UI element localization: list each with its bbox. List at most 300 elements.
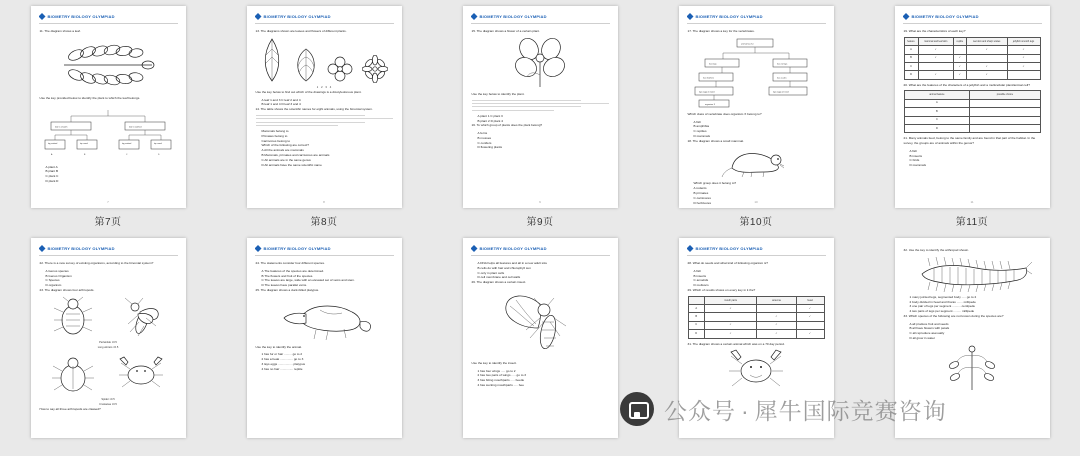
svg-text:has legs: has legs <box>709 63 717 66</box>
cell: ✓ <box>953 54 966 62</box>
vertebrate-key-diagram <box>688 37 825 109</box>
key-lines <box>472 100 609 111</box>
svg-text:A: A <box>51 153 53 156</box>
thumbnail-cell-page15[interactable] <box>648 228 864 456</box>
option-c: C reptiles <box>693 129 707 134</box>
option-a: A DNA helps all features and all in a new adult size <box>477 261 548 265</box>
question-text: The diagram shows a small mammal. <box>692 138 744 143</box>
th-3: head <box>796 296 824 304</box>
logo <box>255 13 331 20</box>
question-number: 13. <box>255 29 260 33</box>
instruction: Which class of vertebrate does organism X belong to? <box>687 111 762 116</box>
logo-text: BIOMETRY BIOLOGY OLYMPIAD <box>695 14 763 19</box>
question-text: The diagram shows a flower of a certain plant. <box>476 29 540 33</box>
option-a: A all produce fruit and seeds <box>909 321 949 326</box>
svg-text:has scales: has scales <box>777 77 787 80</box>
th-1: mouth parts <box>704 296 756 304</box>
page-body <box>472 261 609 426</box>
cell: D <box>904 71 918 79</box>
svg-text:tip round: tip round <box>154 142 162 145</box>
th-0 <box>688 296 704 304</box>
thumbnail-cell-page10[interactable] <box>648 0 864 228</box>
compound-leaf-svg <box>58 37 158 93</box>
vertebrate-key-svg <box>693 37 819 109</box>
question-19 <box>904 29 1041 34</box>
cell: ✓ <box>1007 54 1040 62</box>
key-step-1: 1 has four wings ..... go to 2 <box>477 368 516 373</box>
illustration-leaves-flowers <box>256 37 393 83</box>
tick-icon <box>52 353 94 395</box>
question-16 <box>472 123 609 128</box>
instruction-text: Use the key provided below to identify the plant to which the leaf belongs. <box>39 95 141 100</box>
question-14 <box>256 107 393 112</box>
arthropod-figures-top <box>40 296 177 338</box>
cell: ✓ <box>918 46 953 54</box>
logo <box>255 245 331 252</box>
option-b: B insects <box>909 153 923 158</box>
cell: ✓ <box>796 305 824 313</box>
cell: ✓ <box>757 313 796 321</box>
th-1: possible choice <box>970 91 1040 99</box>
svg-text:has feathers: has feathers <box>703 77 715 80</box>
page-caption-10: 第10页 <box>739 217 773 228</box>
page-body <box>40 261 177 426</box>
document-page-15[interactable] <box>679 238 834 438</box>
question <box>40 29 177 34</box>
thumbnail-cell-page7[interactable] <box>0 0 216 228</box>
rule-line <box>472 106 582 107</box>
table-row <box>904 46 1040 54</box>
page-body <box>688 261 825 426</box>
option-d: D flowering plants <box>477 145 503 150</box>
table-header-row <box>688 296 824 304</box>
option-c: C carnivores <box>693 195 711 200</box>
th-2: reptile <box>953 37 966 45</box>
question-23 <box>40 288 177 293</box>
header-divider <box>903 23 1042 24</box>
question-number: 20. <box>903 82 908 87</box>
cell: ✓ <box>918 71 953 79</box>
table-row <box>904 99 1040 107</box>
cell: ✓ <box>1007 46 1040 54</box>
option-row-1: A leaf 1 and 3 C leaf 2 and 4 <box>261 97 301 102</box>
logo <box>39 245 115 252</box>
illustration-platypus <box>256 296 393 342</box>
option-d: D mammals <box>909 163 927 168</box>
question-text: There is a new survey of existing organisms, according to the binomial system? <box>44 261 154 265</box>
option-4: A All the animals are mammals <box>261 148 304 153</box>
option-b: B Genus Organism <box>45 273 72 278</box>
question-31 <box>688 342 825 347</box>
question-22 <box>40 261 177 266</box>
broad-leaf-icon <box>293 47 319 83</box>
crab-svg <box>728 349 784 393</box>
header-divider <box>255 255 394 256</box>
question-28 <box>688 261 825 266</box>
logo-mark-icon <box>903 13 910 20</box>
cell: D <box>904 124 970 132</box>
question-text: The diagram shows a certain insect. <box>476 280 527 285</box>
question-20 <box>904 83 1041 88</box>
instruction: Use the key below to find out which of the drawings is a dicotyledonous plant. <box>255 89 362 94</box>
header-divider <box>255 23 394 24</box>
table-row <box>688 305 824 313</box>
document-page-8[interactable] <box>247 6 402 208</box>
option-c: C Species <box>45 278 60 283</box>
illustration-mouse <box>688 146 825 178</box>
option-b: B mosses <box>477 135 492 140</box>
logo-mark-icon <box>255 245 262 252</box>
option-row-2: B leaf 1 and 4 D leaf 3 and 4 <box>261 102 301 107</box>
page-caption-9: 第9页 <box>526 217 554 228</box>
question-21 <box>904 136 1041 146</box>
question-text: Which of results shows on every key in it the? <box>692 287 756 292</box>
option-c: C conifers <box>477 140 492 145</box>
question-text: The diagram shows a key for the vertebrates. <box>692 29 755 33</box>
header-divider <box>39 23 178 24</box>
question-text: The diagram shows a duck-billed platypus. <box>260 287 320 292</box>
option-a: A The features of the species are determined. <box>261 268 325 273</box>
question-text: To which group of plants does the plant belong? <box>476 123 543 128</box>
question-number: 33. <box>903 313 908 318</box>
cell: ✓ <box>757 321 796 329</box>
question-number: 14. <box>255 107 260 112</box>
question-text: The diagram shows a certain animal which was on a 70 day period. <box>692 341 785 346</box>
cell: ✓ <box>757 330 796 338</box>
question-text: Use the key to identify the arthropod shown. <box>908 248 970 252</box>
cell <box>796 321 824 329</box>
option-c: C only in plant cells <box>477 270 505 275</box>
option-d: D plant D <box>45 178 59 183</box>
thumbnail-cell-page11[interactable] <box>864 0 1080 228</box>
question-number: 26. <box>471 280 476 285</box>
thumbnail-cell-page13[interactable] <box>216 228 432 456</box>
document-page-12[interactable] <box>31 238 186 438</box>
question-text: The diagrams shown are leaves and flowers of different plants. <box>260 29 347 33</box>
logo-mark-icon <box>39 245 46 252</box>
key-step-1: 1 has fur or hair ......... go to 2 <box>261 352 303 357</box>
logo-text: BIOMETRY BIOLOGY OLYMPIAD <box>695 246 763 251</box>
cell: ✓ <box>796 313 824 321</box>
logo <box>687 13 763 20</box>
thumbnail-cell-page14[interactable] <box>432 228 648 456</box>
cell <box>970 124 1040 132</box>
question-25 <box>256 288 393 293</box>
illustration-crab <box>688 349 825 393</box>
illustration-plant-sprig <box>904 344 1041 392</box>
option-b: B amphibia <box>693 124 709 129</box>
cell: A <box>688 305 704 313</box>
svg-text:C: C <box>126 153 128 156</box>
crab-icon <box>118 355 164 395</box>
page-footer: 9 <box>539 200 541 204</box>
th-2: antenna <box>757 296 796 304</box>
question-instruction <box>40 96 177 101</box>
svg-text:animal has fur: animal has fur <box>741 43 754 46</box>
page-body <box>904 248 1041 426</box>
cell <box>970 99 1040 107</box>
rule-line <box>256 115 366 116</box>
question-number: 18. <box>687 138 692 143</box>
logo-text: BIOMETRY BIOLOGY OLYMPIAD <box>479 246 547 251</box>
key-tree-svg <box>43 104 173 162</box>
svg-text:tip round: tip round <box>80 142 88 145</box>
page-body <box>904 29 1041 196</box>
option-d: D The leaves have parallel veins. <box>261 283 308 288</box>
logo <box>903 13 979 20</box>
question-number: 32. <box>903 248 908 252</box>
question-number: 16. <box>471 123 476 128</box>
figure-label-3: Spider ×0.5 <box>101 397 115 401</box>
question-number: 31. <box>687 341 692 346</box>
page-body <box>256 29 393 196</box>
question-24 <box>256 261 393 266</box>
document-page-10[interactable] <box>679 6 834 208</box>
question-number: 29. <box>687 287 692 292</box>
option-d: D herbivores <box>693 200 712 205</box>
document-page-14[interactable] <box>463 238 618 438</box>
insect-feature-table <box>688 296 825 339</box>
page-footer: 10 <box>754 200 758 204</box>
option-a: A ferns <box>477 131 488 136</box>
question-number: 11. <box>39 29 44 33</box>
page-caption-7: 第7页 <box>94 217 122 228</box>
option-row-1: A plant 1 C plant 3 <box>477 113 503 118</box>
key-step-2: 2 has a beak ............... go to 3 <box>261 357 304 362</box>
logo-text: BIOMETRY BIOLOGY OLYMPIAD <box>263 246 331 251</box>
key-step-3: 3 lays eggs ................. platypus <box>261 362 306 367</box>
option-5: B Mammals, primates and carnivores are animals <box>261 153 330 157</box>
louse-icon <box>52 296 94 338</box>
table-row <box>688 330 824 338</box>
cell: ✓ <box>953 71 966 79</box>
option-0: Mammals belong to <box>261 129 289 134</box>
question-26 <box>472 280 609 285</box>
option-b: B primates <box>693 191 709 196</box>
option-d: D mammals <box>693 133 711 138</box>
figure-label-4: Crustacea ×0.5 <box>99 402 117 406</box>
question-number: 19. <box>903 29 908 33</box>
cell <box>970 116 1040 124</box>
cell: C <box>688 321 704 329</box>
cell: ✓ <box>953 62 966 70</box>
option-label: Which group does it belong to? <box>693 181 737 186</box>
svg-text:leaf is toothed: leaf is toothed <box>129 126 142 129</box>
table-row <box>904 108 1040 116</box>
question-number: 15. <box>471 29 476 33</box>
question-number: 17. <box>687 29 692 33</box>
option-a: A fish <box>693 119 702 124</box>
logo-text: BIOMETRY BIOLOGY OLYMPIAD <box>47 246 115 251</box>
option-b: B The flowers and fruit of the species. <box>261 273 314 278</box>
flower-four-petal-icon <box>327 55 353 83</box>
page-footer: 8 <box>323 200 325 204</box>
mosquito-icon <box>118 296 164 338</box>
key-step-1: 1 many jointed legs, segmented body ..... go to 2 <box>909 294 977 299</box>
svg-text:has no legs: has no legs <box>777 63 788 66</box>
question-text: What do seeds and what kind of following organism is? <box>692 261 769 265</box>
svg-text:tip pointed: tip pointed <box>122 142 132 145</box>
answer-lines <box>256 115 393 126</box>
logo <box>471 13 547 20</box>
question-32 <box>904 248 1041 253</box>
document-page-7[interactable] <box>31 6 186 208</box>
document-page-16[interactable] <box>895 238 1050 438</box>
cell <box>757 305 796 313</box>
cell: B <box>904 108 970 116</box>
logo-text: BIOMETRY BIOLOGY OLYMPIAD <box>47 14 115 19</box>
question <box>472 29 609 34</box>
header-divider <box>687 255 826 256</box>
rule-line <box>256 122 366 123</box>
cell: C <box>904 116 970 124</box>
rule-line <box>256 118 393 119</box>
question-number: 25. <box>255 287 260 292</box>
option-a: A fish <box>909 148 918 153</box>
th-1: mammal and leaf skin <box>918 37 953 45</box>
thumbnail-cell-page8[interactable] <box>216 0 432 228</box>
option-c: C The leaves are large, wide with an elevated set of veins and stem. <box>261 278 355 283</box>
table-row <box>904 124 1040 132</box>
logo-mark-icon <box>687 245 694 252</box>
logo <box>39 13 115 20</box>
key-step-3: 3 has biting mouthparts ..... beetle <box>477 378 525 383</box>
question-text: The statements consider four different species. <box>260 261 325 265</box>
centipede-svg <box>910 256 1034 292</box>
mouse-svg <box>720 146 792 178</box>
question-number: 28. <box>687 261 692 265</box>
cell: ✓ <box>966 71 1007 79</box>
illustration-compound-leaf <box>40 37 177 93</box>
cell <box>966 54 1007 62</box>
key-step-3: 3 one pair of legs per segment .......... centipede <box>909 304 976 309</box>
figure-label-2: Long winters ×0.5 <box>97 345 119 349</box>
question <box>688 29 825 34</box>
cell: ✓ <box>704 321 756 329</box>
option-c: C all reproduce asexually <box>909 331 945 336</box>
question-text: Which species of the following are not known during the species are? <box>908 313 1004 318</box>
cell: B <box>688 313 704 321</box>
instruction: Use the key below to identify the plant. <box>471 91 525 96</box>
page-footer: 7 <box>107 200 109 204</box>
question-number: 21. <box>903 136 908 141</box>
cell <box>1007 71 1040 79</box>
rule-line <box>472 100 582 101</box>
option-1: Primates belong to <box>261 133 288 138</box>
instruction: Use the key to identify the animal. <box>255 344 302 349</box>
svg-text:lays eggs in water: lays eggs in water <box>699 91 716 94</box>
th-0: animal feature <box>904 91 970 99</box>
narrow-leaf-icon <box>260 37 284 83</box>
question-number: 24. <box>255 261 260 265</box>
page-body <box>40 29 177 196</box>
svg-text:tip pointed: tip pointed <box>48 142 58 145</box>
feature-table <box>904 37 1041 80</box>
thumbnail-cell-page16[interactable] <box>864 228 1080 456</box>
figure-numbering: 1 2 3 4 <box>316 85 332 89</box>
question-text: The diagram shows four arthropods. <box>44 287 95 292</box>
question <box>256 29 393 34</box>
platypus-svg <box>276 296 372 342</box>
document-page-13[interactable] <box>247 238 402 438</box>
insect-svg <box>496 288 584 358</box>
logo-mark-icon <box>687 13 694 20</box>
option-a: A Genus species <box>45 268 69 273</box>
logo-text: BIOMETRY BIOLOGY OLYMPIAD <box>911 14 979 19</box>
header-divider <box>39 255 178 256</box>
option-c: C birds <box>909 158 920 163</box>
option-2: Carnivores belong to <box>261 138 291 143</box>
option-3: Which of the following are correct? <box>261 143 309 148</box>
key-step-2: 2 body divided in head and thorax ....... millipede <box>909 299 976 304</box>
dichotomous-key-diagram <box>40 104 177 162</box>
thumbnail-cell-page12[interactable] <box>0 228 216 456</box>
cell: A <box>904 46 918 54</box>
page-body <box>256 261 393 426</box>
cell: ✓ <box>704 330 756 338</box>
option-c: C plant C <box>45 174 59 179</box>
option-row-2: B plant 2 D plant 4 <box>477 118 503 123</box>
key-step-2: 2 has two pairs of wings ..... go to 3 <box>477 373 526 378</box>
svg-text:leaf is smooth: leaf is smooth <box>55 126 68 129</box>
header-divider <box>687 23 826 24</box>
question-prompt: How to say all three arthropods are classed? <box>39 406 101 411</box>
cell: ✓ <box>966 46 1007 54</box>
header-divider <box>471 255 610 256</box>
header-divider <box>471 23 610 24</box>
table-header-row <box>904 37 1040 45</box>
cell: ✓ <box>1007 62 1040 70</box>
option-d: D all grow in water <box>909 336 935 341</box>
logo-mark-icon <box>255 13 262 20</box>
logo-mark-icon <box>471 245 478 252</box>
page-footer: 11 <box>970 200 974 204</box>
illustration-flower <box>472 37 609 89</box>
rule-line <box>472 103 609 104</box>
page-body <box>472 29 609 196</box>
option-d: D cell membrane and cell walls <box>477 275 521 280</box>
document-page-9[interactable] <box>463 6 618 208</box>
logo-text: BIOMETRY BIOLOGY OLYMPIAD <box>479 14 547 19</box>
document-page-11[interactable] <box>895 6 1050 208</box>
table-row <box>904 116 1040 124</box>
arthropod-figures-bottom <box>40 353 177 395</box>
question-text: What are the features of the characters of a jellyfish and a multicellular plant/animal cell? <box>908 82 1030 87</box>
svg-text:organism X: organism X <box>705 103 716 106</box>
table-row <box>904 62 1040 70</box>
cell: A <box>904 99 970 107</box>
question-33 <box>904 314 1041 319</box>
question-number: 23. <box>39 287 44 292</box>
question-18 <box>688 139 825 144</box>
option-7: D All animals have the same scientific name <box>261 162 322 167</box>
cell <box>918 62 953 70</box>
option-b: B all have flowers with petals <box>909 326 950 331</box>
option-b: B cells do with hair and chlorophyll sun <box>477 265 531 270</box>
cell: ✓ <box>966 62 1007 70</box>
option-c: C annelids <box>693 278 709 283</box>
question-text: The table shows the scientific names for eight animals, using the binomial system. <box>260 107 373 112</box>
rule-line <box>472 110 554 111</box>
watermark-name: 犀牛国际竞赛咨询 <box>754 397 947 424</box>
thumbnail-cell-page9[interactable] <box>432 0 648 228</box>
logo-mark-icon <box>39 13 46 20</box>
option-a: A rodents <box>693 186 707 191</box>
table-row <box>904 71 1040 79</box>
option-b: B plant B <box>45 169 59 174</box>
table-row <box>688 313 824 321</box>
th-3: wet skin and sharp scales <box>966 37 1007 45</box>
